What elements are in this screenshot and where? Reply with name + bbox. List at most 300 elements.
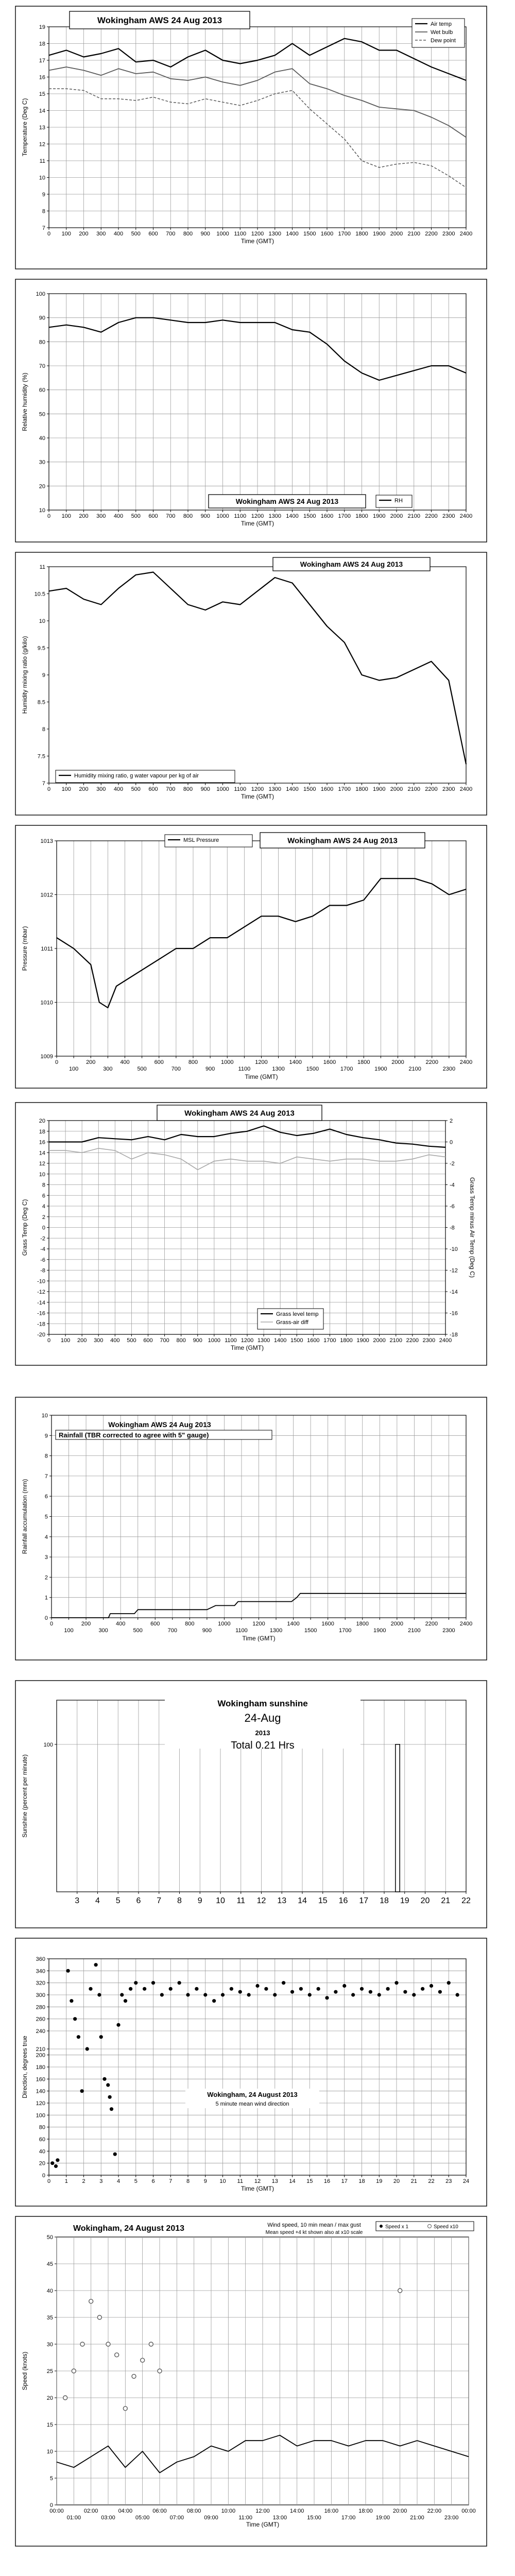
gust-point <box>97 2315 101 2319</box>
y-tick-label: 50 <box>39 411 45 418</box>
x-tick-label: 400 <box>110 1337 120 1344</box>
x-tick-label: 0 <box>47 786 51 792</box>
direction-point <box>116 2023 120 2027</box>
x-tick-label: 2300 <box>442 786 455 792</box>
x-tick-label: 2100 <box>407 786 420 792</box>
direction-point <box>160 1993 164 1996</box>
y-tick-label: 9 <box>44 1433 48 1439</box>
y-tick-label: 260 <box>36 2016 45 2023</box>
y-tick-label: 10 <box>39 507 45 514</box>
y-tick-label: 10 <box>39 618 45 624</box>
direction-point <box>403 1990 407 1994</box>
x-tick-label: 1400 <box>286 231 299 237</box>
gust-point <box>115 2353 119 2357</box>
x-tick-label: 2000 <box>390 786 403 792</box>
chart-4 <box>15 825 487 1088</box>
x-tick-label: 19 <box>400 1896 409 1905</box>
x-tick-label: 2400 <box>459 786 473 792</box>
x-tick-label: 1400 <box>287 1621 300 1627</box>
y-tick-label: 40 <box>46 2288 53 2294</box>
x-tick-label: 02:00 <box>83 2508 98 2514</box>
x-tick-label: 600 <box>148 786 158 792</box>
x-tick-label: 6 <box>136 1896 141 1905</box>
x-tick-label: 900 <box>200 231 210 237</box>
direction-point <box>230 1987 233 1991</box>
x-tick-label: 7 <box>169 2178 173 2184</box>
y-axis-label: Speed (knots) <box>21 2351 28 2391</box>
direction-point <box>264 1987 268 1991</box>
legend-swatch <box>380 2225 383 2228</box>
direction-point <box>143 1987 146 1991</box>
y-tick-label: 4 <box>44 1534 48 1540</box>
y-tick-label: -8 <box>40 1267 45 1274</box>
x-tick-label: 1300 <box>272 1066 285 1072</box>
x-tick-label: 400 <box>113 513 124 519</box>
x-axis-label: Time (GMT) <box>241 793 274 800</box>
legend-label: Humidity mixing ratio, g water vapour per kg of air <box>74 773 199 779</box>
x-tick-label: 2200 <box>406 1337 419 1344</box>
gust-point <box>141 2358 145 2362</box>
direction-point <box>325 1996 329 1999</box>
direction-point <box>299 1987 303 1991</box>
y-tick-label: 1009 <box>40 1054 53 1060</box>
gust-point <box>106 2342 110 2346</box>
x-tick-label: 100 <box>60 1337 71 1344</box>
chart-total: Total 0.21 Hrs <box>231 1740 295 1751</box>
x-tick-label: 1500 <box>303 786 316 792</box>
y-tick-label: -12 <box>37 1289 45 1295</box>
x-tick-label: 1100 <box>234 513 247 519</box>
x-tick-label: 04:00 <box>118 2508 133 2514</box>
grid <box>49 1121 445 1334</box>
y-tick-label: 0 <box>49 2502 53 2509</box>
x-tick-label: 200 <box>86 1059 96 1065</box>
x-tick-label: 2000 <box>373 1337 386 1344</box>
y2-axis-label: Grass Temp minus Air Temp (Deg C) <box>469 1177 476 1278</box>
x-tick-label: 1800 <box>340 1337 353 1344</box>
y-tick-label: 10 <box>39 1171 45 1178</box>
y-tick-label: 11 <box>39 564 45 570</box>
direction-point <box>290 1990 294 1994</box>
y-tick-label: 19 <box>39 24 45 30</box>
y-tick-label: 1 <box>44 1595 48 1601</box>
x-tick-label: 1 <box>64 2178 68 2184</box>
x-tick-label: 1900 <box>373 513 386 519</box>
x-tick-label: 1700 <box>338 513 351 519</box>
y-tick-label: -6 <box>40 1257 45 1263</box>
gust-point <box>123 2406 127 2411</box>
direction-point <box>255 1984 259 1988</box>
x-tick-label: 200 <box>81 1621 91 1627</box>
y2-tick-label: -6 <box>450 1204 455 1210</box>
chart-subtitle: Wind speed, 10 min mean / max gust <box>267 2222 361 2228</box>
y-tick-label: 2 <box>42 1214 45 1221</box>
x-tick-label: 500 <box>131 513 141 519</box>
y-tick-label: 180 <box>36 2064 45 2071</box>
x-tick-label: 500 <box>131 231 141 237</box>
x-tick-label: 1000 <box>216 513 229 519</box>
sunshine-bar <box>396 1744 400 1892</box>
x-tick-label: 2100 <box>407 513 420 519</box>
x-tick-label: 2100 <box>407 231 420 237</box>
y-tick-label: 10 <box>39 175 45 181</box>
x-tick-label: 400 <box>113 231 124 237</box>
chart-title: Wokingham AWS 24 Aug 2013 <box>287 836 398 845</box>
x-tick-label: 700 <box>166 786 176 792</box>
y-tick-label: -14 <box>37 1299 45 1306</box>
y-tick-label: -16 <box>37 1310 45 1317</box>
x-tick-label: 1700 <box>338 1628 352 1634</box>
y-tick-label: 1010 <box>40 999 53 1006</box>
gust-point <box>89 2299 93 2303</box>
chart-frame <box>15 1938 487 2206</box>
y-tick-label: 120 <box>36 2100 45 2107</box>
x-tick-label: 2000 <box>390 231 403 237</box>
x-tick-label: 15 <box>318 1896 328 1905</box>
x-tick-label: 19 <box>376 2178 383 2184</box>
x-tick-label: 1000 <box>221 1059 234 1065</box>
x-tick-label: 11 <box>237 2178 243 2184</box>
x-tick-label: 2200 <box>425 231 438 237</box>
direction-point <box>342 1984 346 1988</box>
chart-frame <box>15 2216 487 2546</box>
x-tick-label: 2300 <box>442 513 455 519</box>
x-tick-label: 0 <box>47 513 51 519</box>
y2-tick-label: 2 <box>450 1118 453 1124</box>
y-tick-label: 140 <box>36 2088 45 2095</box>
x-tick-label: 700 <box>167 1628 177 1634</box>
chart-5 <box>15 1103 487 1365</box>
x-tick-label: 200 <box>79 231 89 237</box>
x-tick-label: 500 <box>131 786 141 792</box>
y-tick-label: 6 <box>44 1494 48 1500</box>
gust-point <box>80 2342 84 2346</box>
x-tick-label: 2100 <box>389 1337 402 1344</box>
direction-point <box>73 2017 77 2021</box>
direction-point <box>351 1993 355 1996</box>
direction-point <box>456 1993 459 1996</box>
x-tick-label: 2300 <box>442 231 455 237</box>
direction-point <box>334 1990 337 1994</box>
x-tick-label: 22 <box>428 2178 435 2184</box>
x-tick-label: 1600 <box>320 513 334 519</box>
x-tick-label: 1300 <box>268 786 281 792</box>
y-tick-label: -20 <box>37 1332 45 1338</box>
x-tick-label: 12:00 <box>255 2508 270 2514</box>
x-axis-label: Time (GMT) <box>241 520 274 527</box>
y-tick-label: 12 <box>39 141 45 148</box>
x-tick-label: 1500 <box>303 513 316 519</box>
y-tick-label: 8.5 <box>37 699 45 706</box>
y-tick-label: 0 <box>44 1615 48 1621</box>
y-tick-label: 0 <box>42 1225 45 1231</box>
x-tick-label: 1000 <box>216 786 229 792</box>
legend-label: MSL Pressure <box>183 837 219 843</box>
x-tick-label: 1200 <box>252 1621 265 1627</box>
x-tick-label: 1900 <box>356 1337 369 1344</box>
x-tick-label: 700 <box>166 513 176 519</box>
x-tick-label: 2 <box>82 2178 85 2184</box>
x-tick-label: 11:00 <box>238 2515 253 2521</box>
direction-point <box>430 1984 433 1988</box>
direction-point <box>212 1999 216 2003</box>
legend-label: Wet bulb <box>431 29 453 36</box>
y-tick-label: 7 <box>42 225 45 231</box>
chart-title: Wokingham AWS 24 Aug 2013 <box>184 1109 295 1118</box>
x-tick-label: 7 <box>157 1896 162 1905</box>
x-tick-label: 8 <box>177 1896 182 1905</box>
x-tick-label: 13 <box>277 1896 287 1905</box>
x-tick-label: 1900 <box>373 786 386 792</box>
x-tick-label: 2300 <box>442 1066 456 1072</box>
x-axis-label: Time (GMT) <box>241 2185 274 2192</box>
direction-point <box>89 1987 92 1991</box>
chart-subtitle: Rainfall (TBR corrected to agree with 5" gauge) <box>59 1431 209 1439</box>
x-tick-label: 1100 <box>238 1066 251 1072</box>
chart-6 <box>15 1397 487 1660</box>
direction-point <box>438 1990 442 1994</box>
x-tick-label: 600 <box>143 1337 153 1344</box>
y-tick-label: -4 <box>40 1246 45 1252</box>
y-tick-label: 25 <box>46 2368 53 2375</box>
x-tick-label: 1600 <box>320 786 334 792</box>
direction-point <box>102 2077 106 2081</box>
y-tick-label: 300 <box>36 1992 45 1998</box>
direction-point <box>106 2083 110 2087</box>
y-tick-label: 11 <box>39 158 45 164</box>
x-tick-label: 1900 <box>373 1628 386 1634</box>
x-tick-label: 2400 <box>459 231 473 237</box>
x-tick-label: 1000 <box>218 1621 231 1627</box>
y-tick-label: 240 <box>36 2028 45 2035</box>
y-axis-label: Relative humidity (%) <box>21 372 28 431</box>
direction-point <box>386 1987 390 1991</box>
x-tick-label: 1200 <box>251 513 264 519</box>
direction-point <box>308 1993 312 1996</box>
y-tick-label: 80 <box>39 2124 45 2131</box>
y-tick-label: 20 <box>39 1118 45 1124</box>
x-tick-label: 800 <box>183 513 193 519</box>
x-tick-label: 1900 <box>374 1066 387 1072</box>
x-tick-label: 20:00 <box>392 2508 407 2514</box>
chart-title: Wokingham, 24 August 2013 <box>73 2224 185 2233</box>
x-tick-label: 1100 <box>225 1337 237 1344</box>
x-tick-label: 1800 <box>356 1621 369 1627</box>
y-tick-label: 360 <box>36 1956 45 1962</box>
y-tick-label: 7.5 <box>37 753 45 760</box>
y-tick-label: 100 <box>43 1741 53 1748</box>
x-tick-label: 1500 <box>290 1337 303 1344</box>
x-tick-label: 12 <box>254 2178 261 2184</box>
x-tick-label: 2100 <box>408 1066 421 1072</box>
x-tick-label: 21 <box>410 2178 417 2184</box>
chart-title: Wokingham AWS 24 Aug 2013 <box>235 497 339 506</box>
chart-frame <box>15 825 487 1088</box>
x-tick-label: 1500 <box>306 1066 319 1072</box>
direction-point <box>282 1981 285 1985</box>
x-tick-label: 1400 <box>273 1337 287 1344</box>
x-tick-label: 2000 <box>390 513 403 519</box>
legend-label: Speed x10 <box>434 2224 458 2230</box>
y2-tick-label: -8 <box>450 1225 455 1231</box>
x-tick-label: 1600 <box>323 1059 336 1065</box>
x-tick-label: 15 <box>306 2178 313 2184</box>
x-tick-label: 1100 <box>234 786 247 792</box>
x-tick-label: 600 <box>148 513 158 519</box>
x-tick-label: 1300 <box>269 1628 283 1634</box>
y-tick-label: 80 <box>39 339 45 346</box>
direction-point <box>94 1963 98 1967</box>
x-tick-label: 1300 <box>268 513 281 519</box>
x-tick-label: 18 <box>380 1896 389 1905</box>
y-tick-label: 60 <box>39 387 45 394</box>
y-tick-label: 20 <box>39 483 45 490</box>
direction-point <box>186 1993 190 1996</box>
x-tick-label: 2000 <box>390 1621 404 1627</box>
x-tick-label: 100 <box>64 1628 74 1634</box>
x-tick-label: 21 <box>441 1896 451 1905</box>
y-tick-label: 16 <box>39 1139 45 1146</box>
chart-title: Wokingham sunshine <box>217 1699 308 1708</box>
y2-tick-label: -18 <box>450 1332 458 1338</box>
y-tick-label: 13 <box>39 125 45 131</box>
y-tick-label: 7 <box>44 1473 48 1480</box>
x-tick-label: 800 <box>183 786 193 792</box>
x-tick-label: 800 <box>183 231 193 237</box>
direction-point <box>377 1993 381 1996</box>
x-tick-label: 05:00 <box>135 2515 150 2521</box>
direction-point <box>369 1990 372 1994</box>
x-tick-label: 23:00 <box>444 2515 459 2521</box>
direction-point <box>317 1987 320 1991</box>
y2-tick-label: 0 <box>450 1139 453 1146</box>
x-tick-label: 600 <box>148 231 158 237</box>
x-tick-label: 2400 <box>439 1337 452 1344</box>
y-tick-label: 12 <box>39 1161 45 1167</box>
gust-point <box>398 2289 402 2293</box>
legend <box>376 495 412 507</box>
x-tick-label: 1700 <box>338 231 351 237</box>
x-tick-label: 2400 <box>459 513 473 519</box>
direction-point <box>195 1987 198 1991</box>
x-tick-label: 1000 <box>208 1337 221 1344</box>
x-tick-label: 19:00 <box>375 2515 390 2521</box>
y-tick-label: 8 <box>42 208 45 215</box>
x-tick-label: 0 <box>55 1059 59 1065</box>
x-tick-label: 200 <box>79 513 89 519</box>
legend-label: Grass level temp <box>276 1311 319 1317</box>
x-tick-label: 600 <box>154 1059 164 1065</box>
x-tick-label: 900 <box>200 786 210 792</box>
x-tick-label: 22 <box>461 1896 471 1905</box>
x-tick-label: 1700 <box>323 1337 336 1344</box>
y-tick-label: 10 <box>41 1413 48 1419</box>
x-tick-label: 5 <box>115 1896 121 1905</box>
x-tick-label: 2400 <box>459 1621 473 1627</box>
y-tick-label: 15 <box>46 2422 53 2428</box>
y-tick-label: 8 <box>44 1453 48 1460</box>
x-tick-label: 400 <box>115 1621 126 1627</box>
y-tick-label: 8 <box>42 1182 45 1189</box>
x-tick-label: 07:00 <box>169 2515 184 2521</box>
direction-point <box>85 2047 89 2050</box>
x-tick-label: 700 <box>160 1337 169 1344</box>
x-tick-label: 3 <box>99 2178 103 2184</box>
x-tick-label: 23 <box>445 2178 452 2184</box>
x-tick-label: 2300 <box>422 1337 436 1344</box>
x-tick-label: 2200 <box>425 1621 438 1627</box>
x-tick-label: 1600 <box>320 231 334 237</box>
y-tick-label: 280 <box>36 2004 45 2011</box>
x-tick-label: 100 <box>68 1066 79 1072</box>
direction-point <box>447 1981 451 1985</box>
y-tick-label: 35 <box>46 2315 53 2321</box>
x-tick-label: 24 <box>462 2178 470 2184</box>
chart-2 <box>15 279 487 542</box>
x-tick-label: 6 <box>151 2178 155 2184</box>
y-tick-label: 20 <box>46 2395 53 2401</box>
x-tick-label: 08:00 <box>186 2508 201 2514</box>
chart-title: Wokingham AWS 24 Aug 2013 <box>108 1420 211 1429</box>
direction-point <box>113 2153 117 2156</box>
y2-tick-label: -10 <box>450 1246 458 1252</box>
x-tick-label: 300 <box>103 1066 113 1072</box>
x-tick-label: 4 <box>95 1896 100 1905</box>
legend-label: Grass-air diff <box>276 1319 308 1326</box>
x-tick-label: 900 <box>200 513 210 519</box>
y-tick-label: 0 <box>42 2173 45 2179</box>
x-tick-label: 20 <box>393 2178 400 2184</box>
x-tick-label: 0 <box>49 1621 54 1627</box>
y-tick-label: 3 <box>44 1554 48 1561</box>
y-tick-label: 5 <box>49 2476 53 2482</box>
y-tick-label: 4 <box>42 1204 45 1210</box>
direction-point <box>66 1969 70 1973</box>
x-tick-label: 16 <box>338 1896 348 1905</box>
x-tick-label: 300 <box>96 231 106 237</box>
x-tick-label: 0 <box>47 2178 51 2184</box>
y-axis-label: Direction, degrees true <box>21 2036 28 2098</box>
chart-title: Wokingham, 24 August 2013 <box>207 2091 298 2098</box>
direction-point <box>99 2035 103 2039</box>
x-tick-label: 1800 <box>357 1059 370 1065</box>
x-tick-label: 1200 <box>251 231 264 237</box>
y-tick-label: 70 <box>39 363 45 369</box>
y-axis-label: Sunshine (percent per minute) <box>21 1754 28 1838</box>
y-tick-label: 2 <box>44 1574 48 1581</box>
y-tick-label: 50 <box>46 2234 53 2241</box>
chart-subtitle: 5 minute mean wind direction <box>215 2101 289 2107</box>
y-tick-label: 6 <box>42 1193 45 1199</box>
x-tick-label: 21:00 <box>410 2515 424 2521</box>
y-tick-label: 10.5 <box>34 591 45 598</box>
direction-point <box>120 1993 124 1996</box>
y-tick-label: -10 <box>37 1278 45 1285</box>
direction-point <box>129 1987 132 1991</box>
x-tick-label: 2300 <box>442 1628 455 1634</box>
y-tick-label: 16 <box>39 74 45 81</box>
y-tick-label: 340 <box>36 1968 45 1975</box>
direction-point <box>421 1987 424 1991</box>
y-tick-label: 15 <box>39 91 45 97</box>
y-axis-label: Pressure (mbar) <box>21 926 28 971</box>
x-tick-label: 700 <box>166 231 176 237</box>
x-tick-label: 700 <box>171 1066 181 1072</box>
x-tick-label: 1800 <box>355 786 368 792</box>
y-tick-label: 17 <box>39 58 45 64</box>
chart-8 <box>15 1938 487 2206</box>
x-tick-label: 100 <box>61 231 71 237</box>
